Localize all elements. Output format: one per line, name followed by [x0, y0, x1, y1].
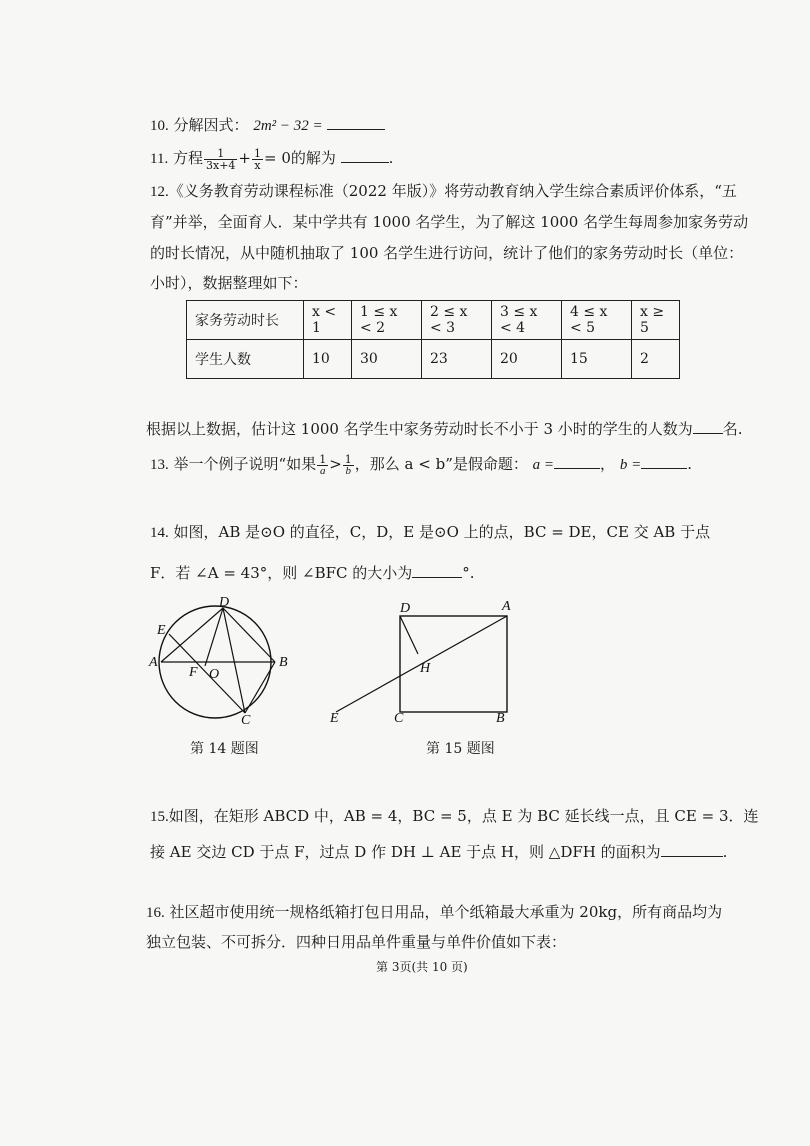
table-header-row: 家务劳动时长 x < 1 1 ≤ x < 2 2 ≤ x < 3 3 ≤ x < 4 4 ≤ x < 5 x ≥ 5	[187, 301, 680, 340]
label-C: C	[241, 713, 251, 726]
question-10: 10. 分解因式： 2m² − 32 =	[150, 113, 385, 136]
label-E: E	[157, 623, 166, 638]
label-A: A	[149, 655, 158, 670]
label-B: B	[279, 655, 288, 670]
page-footer: 第 3页(共 10 页)	[376, 960, 468, 974]
answer-blank[interactable]	[341, 146, 389, 163]
question-14-line1: 14. 如图，AB 是⊙O 的直径，C，D，E 是⊙O 上的点，BC = DE，CE 交 AB 于点	[150, 523, 711, 541]
label-C: C	[394, 711, 404, 726]
fraction: $\frac{1}{x}$	[254, 146, 261, 172]
answer-blank-b[interactable]	[641, 452, 687, 469]
question-12-answer: 根据以上数据，估计这 1000 名学生中家务劳动时长不小于 3 小时的学生的人数为 名.	[146, 417, 743, 439]
label-H: H	[420, 661, 431, 676]
question-14-line2: F．若 ∠A = 43°，则 ∠BFC 的大小为 °.	[150, 561, 475, 583]
table-row: 学生人数 10 30 23 20 15 2	[187, 340, 680, 379]
labor-time-table	[186, 300, 680, 379]
answer-blank[interactable]	[412, 561, 462, 578]
figure-14-circle	[145, 596, 305, 726]
fraction: $\frac{1}{3x+4}$	[206, 146, 236, 172]
question-16-line2: 独立包装、不可拆分．四种日用品单件重量与单件价值如下表：	[146, 933, 567, 951]
question-12-line2: 育”并举，全面育人．某中学共有 1000 名学生，为了解这 1000 名学生每周参加家务劳动	[150, 213, 749, 231]
answer-blank[interactable]	[327, 113, 385, 130]
label-D: D	[400, 601, 411, 616]
answer-blank[interactable]	[693, 417, 723, 434]
figure-14-caption: 第 14 题图	[190, 741, 259, 757]
question-13: 13. 举一个例子说明“如果 $\frac{1}{a}$ > $\frac{1}{b}$ ，那么 a < b”是假命题： a = ， b = .	[150, 452, 692, 477]
question-15-line1: 15.如图，在矩形 ABCD 中，AB = 4，BC = 5，点 E 为 BC 延长线一点，且 CE = 3．连	[150, 807, 759, 825]
answer-blank-a[interactable]	[554, 452, 600, 469]
figure-15-caption: 第 15 题图	[426, 741, 495, 757]
label-A: A	[502, 599, 511, 614]
question-12-line3: 的时长情况，从中随机抽取了 100 名学生进行访问，统计了他们的家务劳动时长（单位：	[150, 244, 744, 262]
label-B: B	[496, 711, 505, 726]
question-12-line4: 小时），数据整理如下：	[150, 274, 308, 292]
figure-15-rectangle	[326, 596, 526, 726]
label-O: O	[209, 667, 220, 682]
label-F: F	[189, 665, 198, 680]
label-D: D	[219, 596, 230, 610]
label-E: E	[330, 711, 339, 726]
question-16-line1: 16. 社区超市使用统一规格纸箱打包日用品，单个纸箱最大承重为 20kg，所有商品均为	[146, 903, 723, 921]
question-12-line1: 12.《义务教育劳动课程标准（2022 年版）》将劳动教育纳入学生综合素质评价体系，“五	[150, 182, 737, 200]
question-11: 11. 方程 $\frac{1}{3x+4}$ + $\frac{1}{x}$ = 0的解为 .	[150, 146, 394, 172]
answer-blank[interactable]	[661, 840, 723, 857]
question-15-line2: 接 AE 交边 CD 于点 F，过点 D 作 DH ⊥ AE 于点 H，则 △DFH 的面积为 .	[150, 840, 727, 862]
